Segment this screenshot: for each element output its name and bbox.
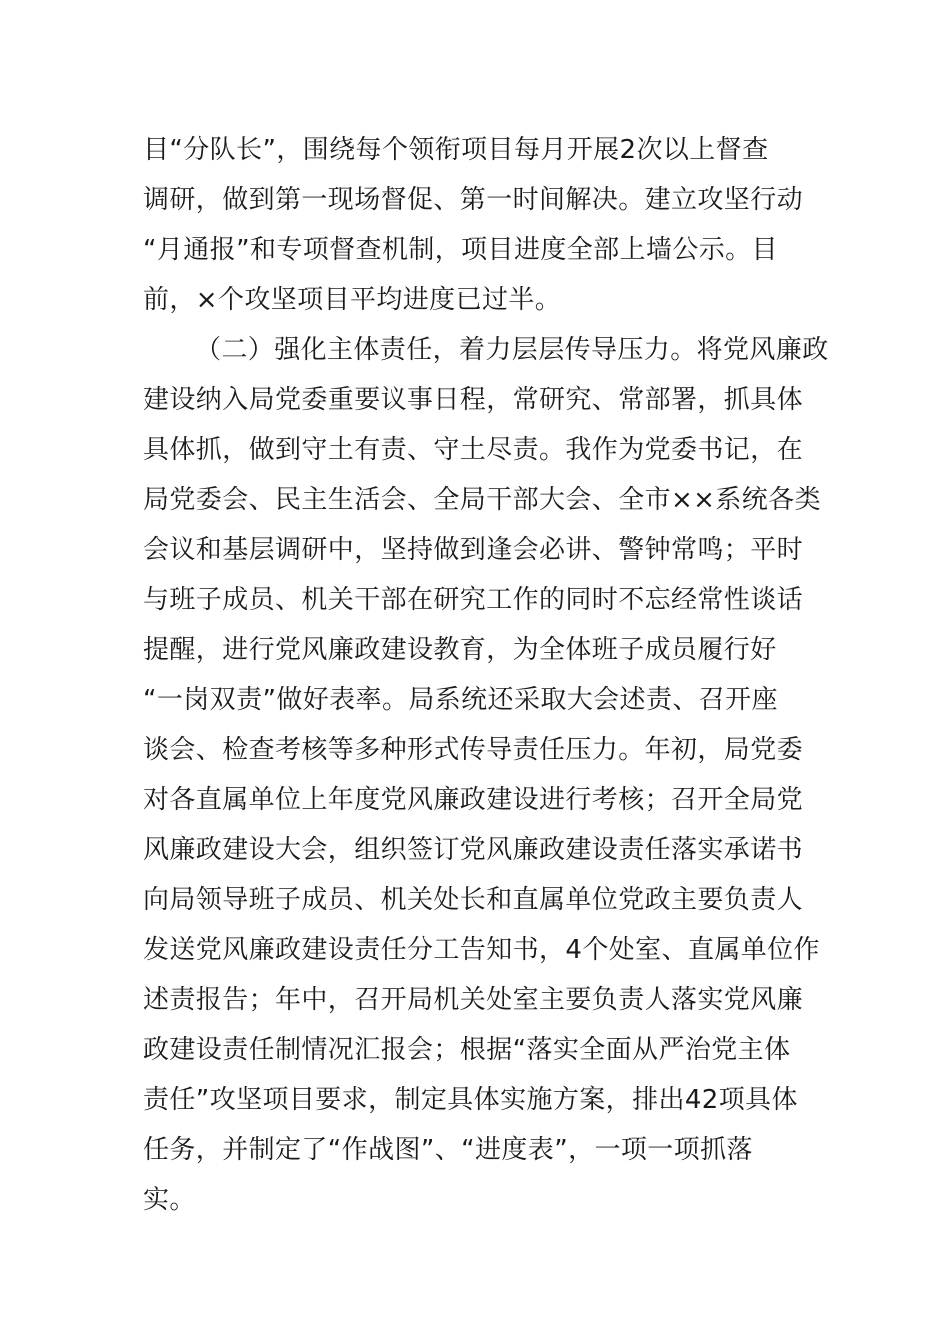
- text-line: 对各直属单位上年度党风廉政建设进行考核；召开全局党: [143, 785, 804, 815]
- text-line: 任务，并制定了“作战图”、“进度表”，一项一项抓落: [143, 1135, 753, 1165]
- text-line: “一岗双责”做好表率。局系统还采取大会述责、召开座: [143, 685, 778, 715]
- text-line: “月通报”和专项督查机制，项目进度全部上墙公示。目: [143, 235, 778, 265]
- text-line: 调研，做到第一现场督促、第一时间解决。建立攻坚行动: [143, 185, 804, 215]
- text-line: 与班子成员、机关干部在研究工作的同时不忘经常性谈话: [143, 585, 804, 615]
- text-line: 政建设责任制情况汇报会；根据“落实全面从严治党主体: [143, 1035, 791, 1065]
- text-line: 风廉政建设大会，组织签订党风廉政建设责任落实承诺书: [143, 835, 804, 865]
- text-line: 发送党风廉政建设责任分工告知书，4个处室、直属单位作: [143, 935, 820, 965]
- text-line: 谈会、检查考核等多种形式传导责任压力。年初，局党委: [143, 735, 804, 765]
- text-line: 具体抓，做到守土有责、守土尽责。我作为党委书记，在: [143, 435, 804, 465]
- text-line: 局党委会、民主生活会、全局干部大会、全市××系统各类: [143, 485, 821, 515]
- text-line: 前，×个攻坚项目平均进度已过半。: [143, 285, 562, 315]
- text-line: 向局领导班子成员、机关处长和直属单位党政主要负责人: [143, 885, 804, 915]
- text-line: 实。: [143, 1185, 196, 1215]
- text-line: 述责报告；年中，召开局机关处室主要负责人落实党风廉: [143, 985, 804, 1015]
- text-line: 目“分队长”，围绕每个领衔项目每月开展2次以上督查: [143, 135, 769, 165]
- text-line: 提醒，进行党风廉政建设教育，为全体班子成员履行好: [143, 635, 777, 665]
- text-line: 责任”攻坚项目要求，制定具体实施方案，排出42项具体: [143, 1085, 798, 1115]
- paragraph-heading-line: （二）强化主体责任，着力层层传导压力。将党风廉政: [195, 335, 829, 365]
- text-line: 建设纳入局党委重要议事日程，常研究、常部署，抓具体: [143, 385, 804, 415]
- text-line: 会议和基层调研中，坚持做到逢会必讲、警钟常鸣；平时: [143, 535, 804, 565]
